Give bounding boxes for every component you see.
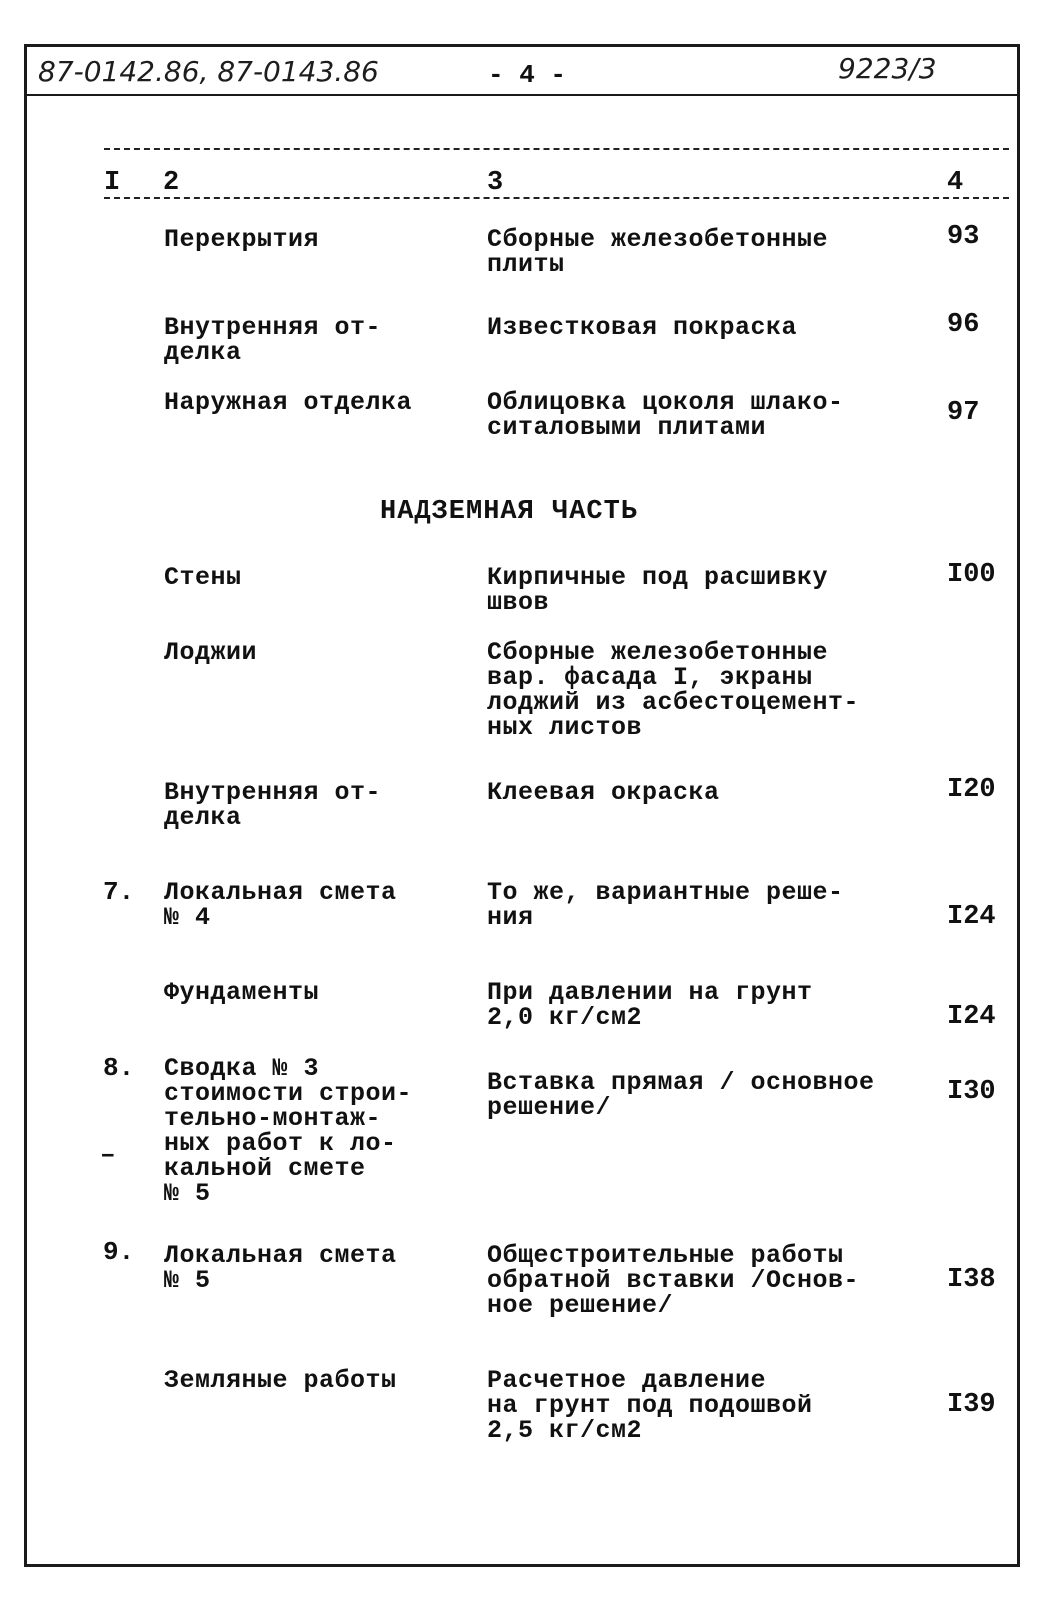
row-item: Локальная смета № 4 [164, 878, 397, 932]
row-item: Перекрытия [164, 225, 320, 254]
row-item: Внутренняя от- делка [164, 778, 382, 832]
row-number: 9. [103, 1237, 135, 1267]
row-description: Вставка прямая / основное решение/ [487, 1068, 875, 1122]
row-item: Стены [164, 563, 242, 592]
page-number: - 4 - [488, 60, 567, 90]
row-description: Облицовка цоколя шлако- ситаловыми плитами [487, 388, 844, 442]
row-number: 8. [103, 1053, 135, 1083]
header-divider [24, 94, 1020, 96]
row-item: Наружная отделка [164, 388, 413, 417]
margin-dash-mark: – [100, 1140, 116, 1170]
column-number-2: 2 [163, 168, 180, 198]
row-description: Клеевая окраска [487, 778, 720, 807]
row-description: Общестроительные работы обратной вставки /Основ- ное решение/ [487, 1241, 860, 1320]
row-item: Локальная смета № 5 [164, 1241, 397, 1295]
column-header-rule [104, 197, 1009, 199]
column-number-3: 3 [487, 168, 504, 198]
row-page: I20 [947, 775, 996, 805]
row-page: I00 [947, 560, 996, 590]
section-heading: НАДЗЕМНАЯ ЧАСТЬ [380, 497, 639, 527]
row-page: I38 [947, 1265, 996, 1295]
row-description: При давлении на грунт 2,0 кг/см2 [487, 978, 813, 1032]
row-description: То же, вариантные реше- ния [487, 878, 844, 932]
column-number-4: 4 [947, 168, 964, 198]
row-page: I24 [947, 1002, 996, 1032]
row-item: Лоджии [164, 638, 258, 667]
row-description: Кирпичные под расшивку швов [487, 563, 829, 617]
row-page: I24 [947, 902, 996, 932]
document-reference: 9223/3 [838, 52, 937, 85]
row-item: Земляные работы [164, 1366, 397, 1395]
column-number-1: I [104, 168, 121, 198]
row-page: 96 [947, 310, 980, 340]
row-page: 93 [947, 222, 980, 252]
row-page: I30 [947, 1077, 996, 1107]
row-number: 7. [103, 877, 135, 907]
row-page: I39 [947, 1390, 996, 1420]
row-description: Сборные железобетонные вар. фасада I, экраны лоджий из асбестоцемент- ных листов [487, 638, 860, 742]
document-codes: 87-0142.86, 87-0143.86 [38, 55, 379, 88]
row-page: 97 [947, 398, 980, 428]
table-top-rule [104, 148, 1009, 150]
row-description: Сборные железобетонные плиты [487, 225, 829, 279]
row-description: Известковая покраска [487, 313, 798, 342]
row-description: Расчетное давление на грунт под подошвой 2,5 кг/см2 [487, 1366, 813, 1445]
row-item: Фундаменты [164, 978, 320, 1007]
row-item: Сводка № 3 стоимости строи- тельно-монтаж- ных работ к ло- кальной смете № 5 [164, 1054, 413, 1208]
row-item: Внутренняя от- делка [164, 313, 382, 367]
